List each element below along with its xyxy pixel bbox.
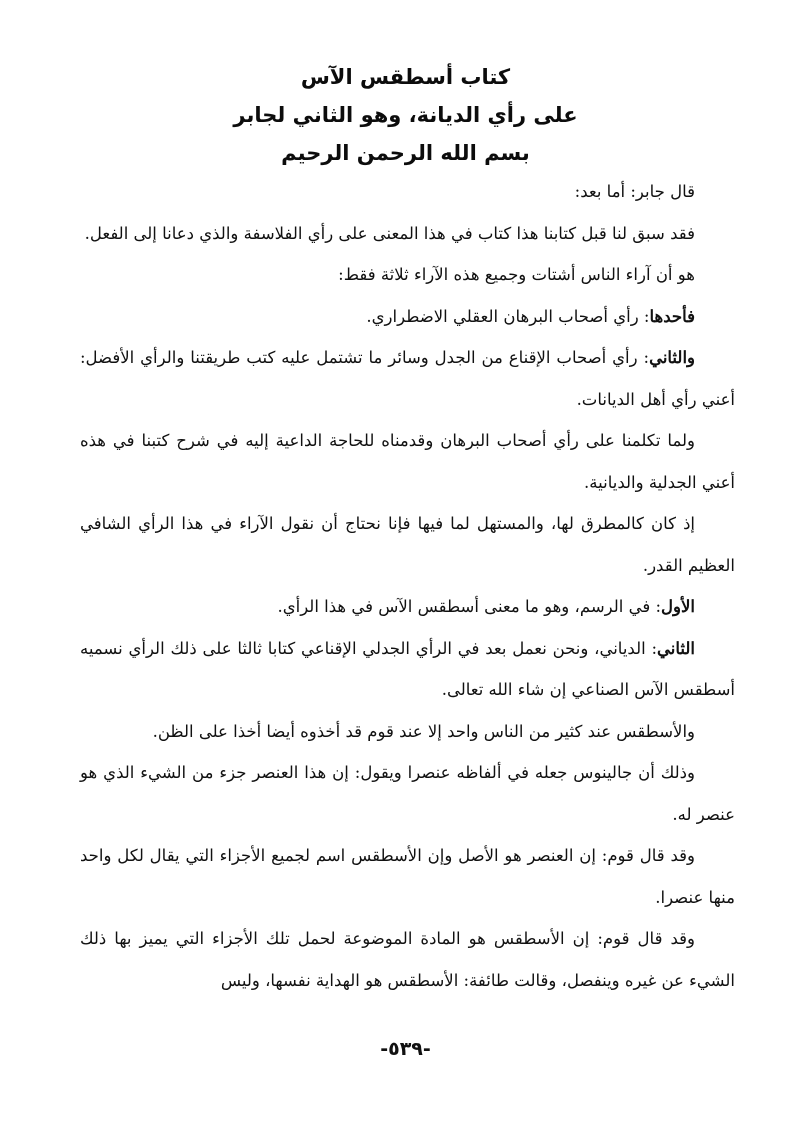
paragraph	[80, 628, 735, 711]
paragraph-text: فقد سبق لنا قبل كتابنا هذا كتاب في هذا المعنى على رأي الفلاسفة والذي دعانا إلى الفعل.	[84, 223, 695, 243]
paragraph	[80, 752, 735, 835]
paragraph	[80, 213, 735, 255]
paragraph	[80, 337, 735, 420]
paragraph-text: : رأي أصحاب الإقناع من الجدل وسائر ما تشتمل عليه كتب طريقتنا والرأي الأفضل: أعني رأي أهل الديانات.	[80, 348, 735, 409]
paragraph	[80, 254, 735, 296]
paragraph	[80, 420, 735, 503]
headings-block	[0, 58, 811, 172]
paragraph	[80, 171, 735, 213]
paragraph	[80, 918, 735, 1001]
paragraph	[80, 586, 735, 628]
paragraph-text: إذ كان كالمطرق لها، والمستهل لما فيها فإنا نحتاج أن نقول الآراء في هذا الرأي الشافي العظيم القدر.	[80, 514, 735, 575]
paragraph	[80, 296, 735, 338]
paragraph-text: قال جابر: أما بعد:	[574, 182, 695, 201]
paragraph	[80, 503, 735, 586]
paragraph-text: وقد قال قوم: إن العنصر هو الأصل وإن الأسطقس اسم لجميع الأجزاء التي يقال لكل واحد منها عنصرا.	[80, 846, 735, 907]
paragraph-lead: الثاني	[657, 638, 695, 658]
paragraph-text: : رأي أصحاب البرهان العقلي الاضطراري.	[366, 306, 650, 326]
paragraph	[80, 835, 735, 918]
page-number: -٥٣٩-	[380, 1038, 431, 1060]
body-text	[80, 171, 735, 1001]
paragraph-text: والأسطقس عند كثير من الناس واحد إلا عند قوم قد أخذوه أيضا أخذا على الظن.	[152, 721, 695, 741]
paragraph-lead: الأول	[661, 597, 695, 616]
paragraph-text: : الدياني، ونحن نعمل بعد في الرأي الجدلي الإقناعي كتابا ثالثا على ذلك الرأي نسميه أسطقس الآس الصناعي إن شاء الله تعالى.	[80, 638, 735, 699]
book-subtitle: على رأي الديانة، وهو الثاني لجابر	[233, 103, 578, 127]
paragraph-lead: والثاني	[649, 348, 695, 367]
paragraph-text: هو أن آراء الناس أشتات وجميع هذه الآراء ثلاثة فقط:	[338, 265, 695, 284]
paragraph-text: ولما تكلمنا على رأي أصحاب البرهان وقدمناه للحاجة الداعية إليه في شرح كتبنا في هذه أعني الجدلية والديانية.	[80, 431, 735, 492]
paragraph-lead: فأحدها	[649, 306, 695, 326]
paragraph	[80, 711, 735, 753]
paragraph-text: وذلك أن جالينوس جعله في ألفاظه عنصرا ويقول: إن هذا العنصر جزء من الشيء الذي هو عنصر له.	[80, 763, 735, 824]
paragraph-text: وقد قال قوم: إن الأسطقس هو المادة الموضوعة لحمل تلك الأجزاء التي يميز بها ذلك الشيء عن غيره وينفصل، وقالت طائفة: الأسطقس هو الهداية نفسها، وليس	[80, 929, 735, 990]
book-title: كتاب أسطقس الآس	[300, 65, 511, 89]
basmala: بسم الله الرحمن الرحيم	[281, 141, 530, 165]
paragraph-text: : في الرسم، وهو ما معنى أسطقس الآس في هذا الرأي.	[277, 597, 662, 616]
